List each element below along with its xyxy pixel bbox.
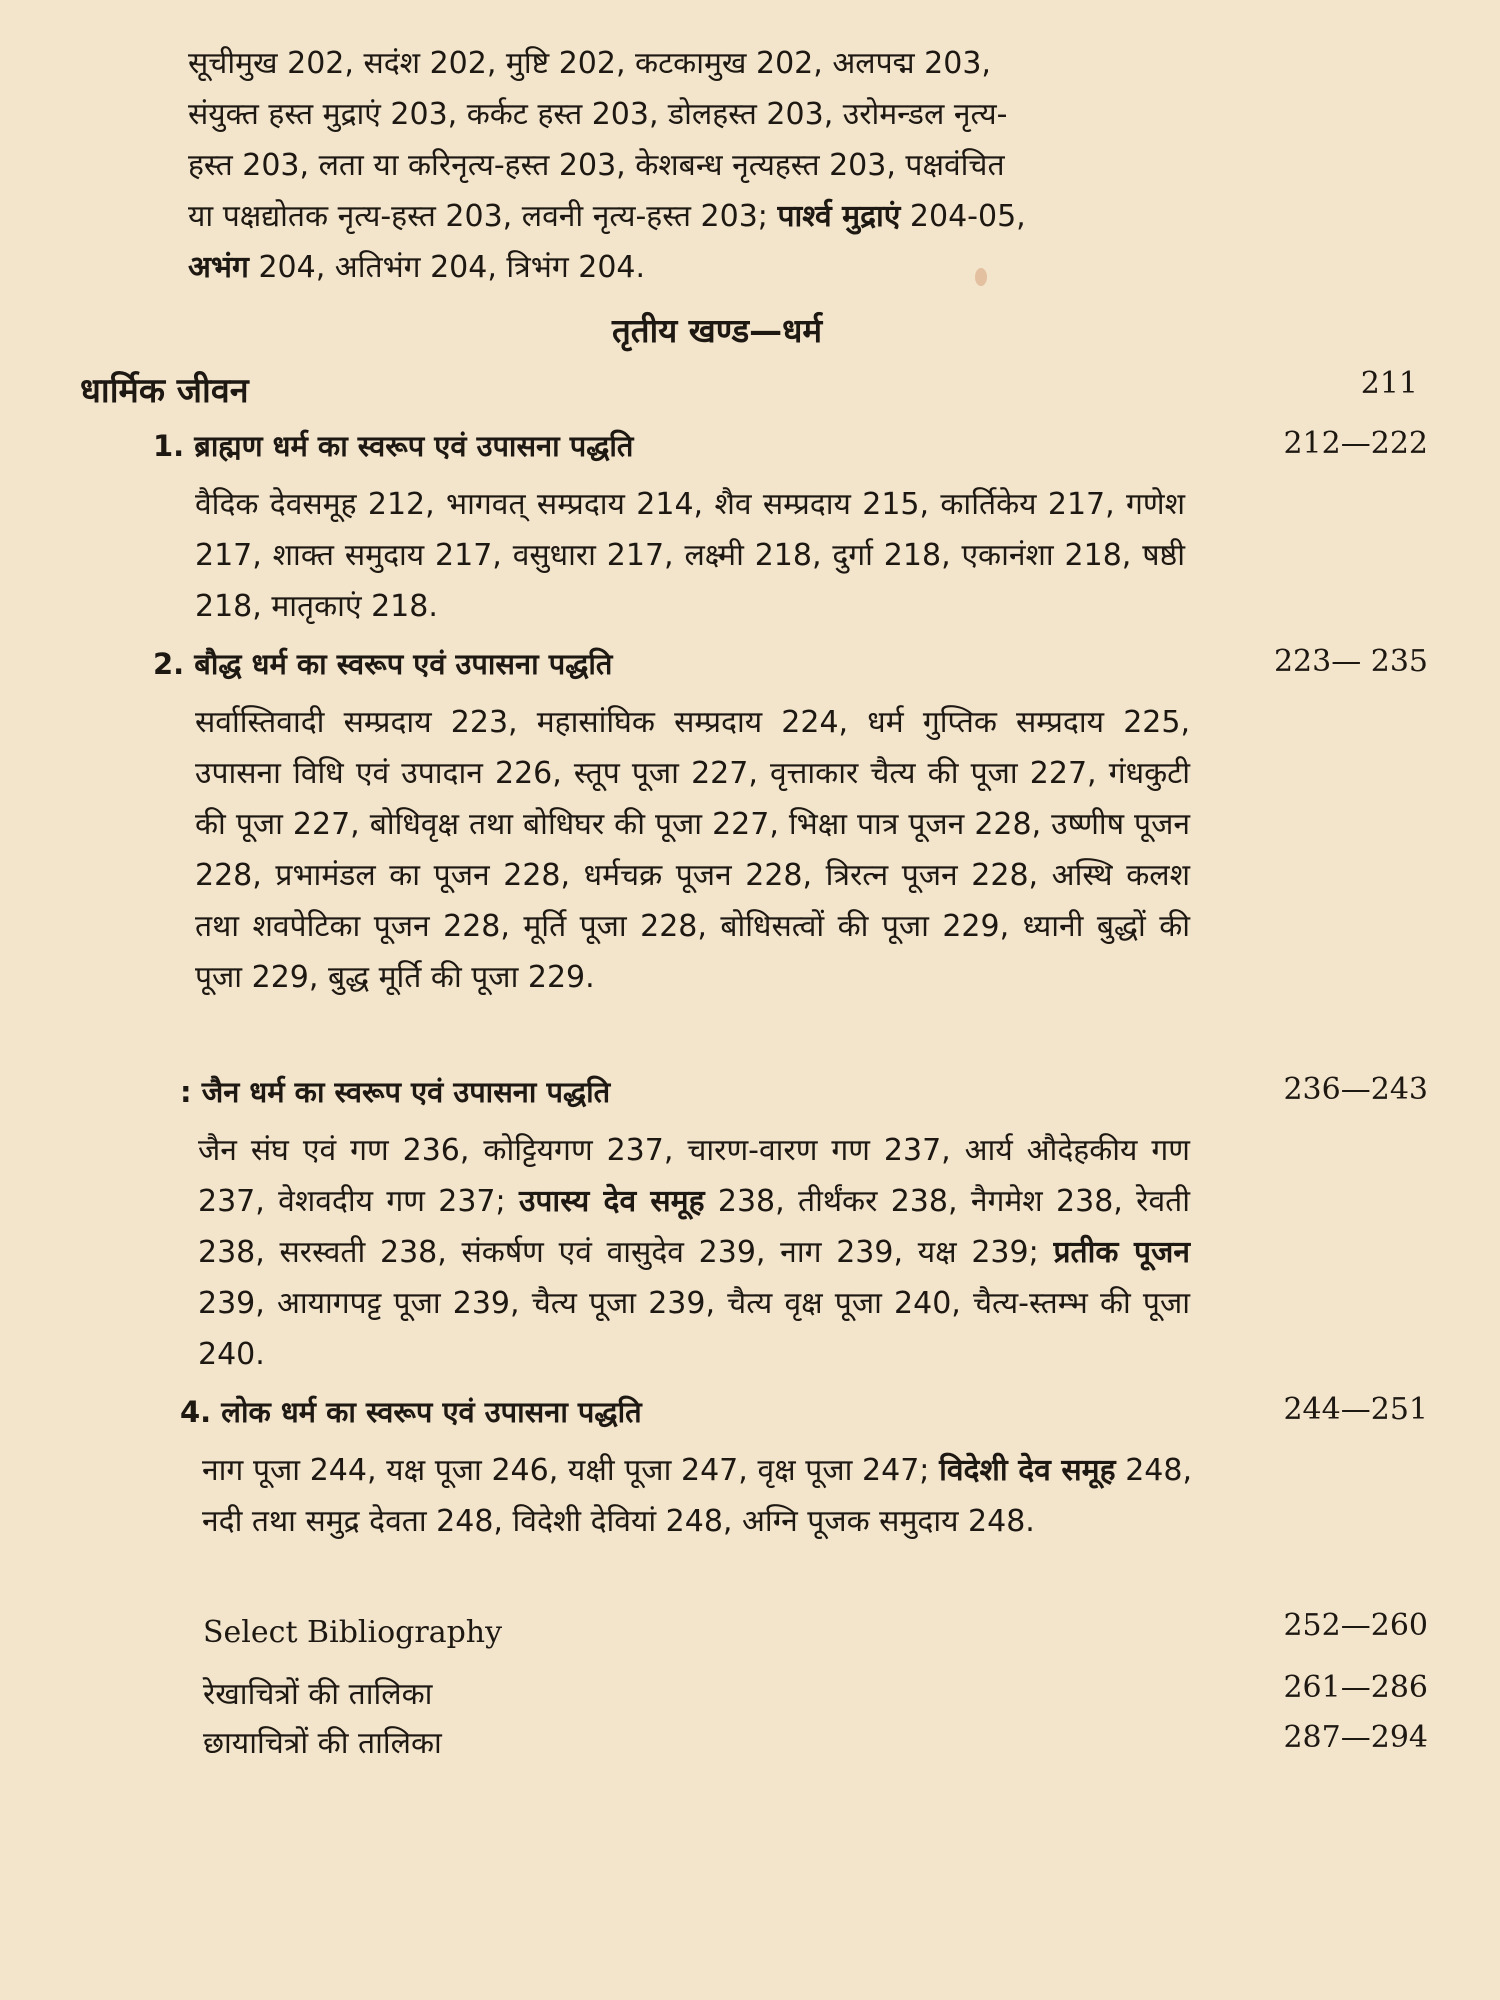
top-line-2: संयुक्त हस्त मुद्राएं 203, कर्कट हस्त 203, डोलहस्त 203, उरोमन्डल नृत्य- xyxy=(188,97,1008,132)
bibliography-label: Select Bibliography xyxy=(203,1615,503,1650)
top-line-3: हस्त 203, लता या करिनृत्य-हस्त 203, केशबन्ध नृत्यहस्त 203, पक्षवंचित xyxy=(188,148,1005,183)
top-line-4-bold: पार्श्व मुद्राएं xyxy=(777,199,901,234)
section-title: तृतीय खण्ड—धर्म xyxy=(612,311,823,350)
top-line-5 xyxy=(188,242,1188,293)
section-4-text-a: नाग पूजा 244, यक्ष पूजा 246, यक्षी पूजा 247, वृक्ष पूजा 247; xyxy=(202,1453,940,1488)
top-line-5-text: 204, अतिभंग 204, त्रिभंग 204. xyxy=(248,250,646,285)
section-3-text-c: 239, आयागपट्ट पूजा 239, चैत्य पूजा 239, चैत्य वृक्ष पूजा 240, चैत्य-स्तम्भ की पूजा 240. xyxy=(198,1286,1190,1372)
top-line-5-bold: अभंग xyxy=(188,250,249,285)
section-4-bold: विदेशी देव समूह xyxy=(939,1453,1116,1488)
section-4-body xyxy=(202,1445,1192,1547)
section-3-text-a: जैन संघ एवं गण 236, कोट्टियगण 237, चारण-वारण गण 237, आर्य औदेहकीय गण 237, वेशवदीय गण 237; xyxy=(198,1133,1190,1219)
section-1-pages: 212—222 xyxy=(1283,426,1428,461)
line-drawings-label: रेखाचित्रों की तालिका xyxy=(203,1677,433,1712)
top-line-4 xyxy=(188,191,1188,242)
photographs-label: छायाचित्रों की तालिका xyxy=(203,1726,442,1761)
top-line-4-text: या पक्षद्योतक नृत्य-हस्त 203, लवनी नृत्य-हस्त 203; xyxy=(188,199,778,234)
section-2-body: सर्वास्तिवादी सम्प्रदाय 223, महासांघिक सम्प्रदाय 224, धर्म गुप्तिक सम्प्रदाय 225, उपासना विधि एवं उपादान 226, स्तूप पूजा 227, वृत्ताकार चैत्य की पूजा 227, गंधकुटी की पूजा 227, बोधिवृक्ष तथा बोधिघर की पूजा 227, भिक्षा पात्र पूजन 228, उष्णीष पूजन 228, प्रभामंडल का पूजन 228, धर्मचक्र पूजन 228, त्रिरत्न पूजन 228, अस्थि कलश तथा शवपेटिका पूजन 228, मूर्ति पूजा 228, बोधिसत्वों की पूजा 229, ध्यानी बुद्धों की पूजा 229, बुद्ध मूर्ति की पूजा 229. xyxy=(195,705,1190,995)
section-1-heading: 1. ब्राह्मण धर्म का स्वरूप एवं उपासना पद्धति xyxy=(153,429,634,463)
section-4-pages: 244—251 xyxy=(1283,1392,1428,1427)
paper-stain xyxy=(975,268,987,286)
section-4-heading: 4. लोक धर्म का स्वरूप एवं उपासना पद्धति xyxy=(180,1395,642,1429)
top-paragraph xyxy=(188,38,1188,293)
section-3-body xyxy=(198,1125,1190,1380)
line-drawings-pages: 261—286 xyxy=(1283,1670,1428,1705)
chapter-pages: 211 xyxy=(1360,366,1418,401)
top-line-4-pages: 204-05, xyxy=(900,199,1026,234)
photographs-pages: 287—294 xyxy=(1283,1720,1428,1755)
chapter-title: धार्मिक जीवन xyxy=(80,371,249,411)
section-2-pages: 223— 235 xyxy=(1273,644,1428,679)
section-2-heading: 2. बौद्ध धर्म का स्वरूप एवं उपासना पद्धति xyxy=(153,647,613,681)
section-4-text-b: 248, नदी तथा समुद्र देवता 248, विदेशी देवियां 248, अग्नि पूजक समुदाय 248. xyxy=(202,1453,1192,1539)
section-3-pages: 236—243 xyxy=(1283,1072,1428,1107)
bibliography-pages: 252—260 xyxy=(1283,1608,1428,1643)
section-3-bold-b: प्रतीक पूजन xyxy=(1053,1235,1190,1270)
section-3-heading: : जैन धर्म का स्वरूप एवं उपासना पद्धति xyxy=(180,1075,611,1109)
section-1-body: वैदिक देवसमूह 212, भागवत् सम्प्रदाय 214, शैव सम्प्रदाय 215, कार्तिकेय 217, गणेश 217, शाक्त समुदाय 217, वसुधारा 217, लक्ष्मी 218, दुर्गा 218, एकानंशा 218, षष्ठी 218, मातृकाएं 218. xyxy=(195,487,1185,624)
section-3-text-b: 238, तीर्थंकर 238, नैगमेश 238, रेवती 238, सरस्वती 238, संकर्षण एवं वासुदेव 239, नाग 239, यक्ष 239; xyxy=(198,1184,1190,1270)
section-3-bold-a: उपास्य देव समूह xyxy=(518,1184,705,1219)
top-line-1: सूचीमुख 202, सदंश 202, मुष्टि 202, कटकामुख 202, अलपद्म 203, xyxy=(188,46,991,81)
